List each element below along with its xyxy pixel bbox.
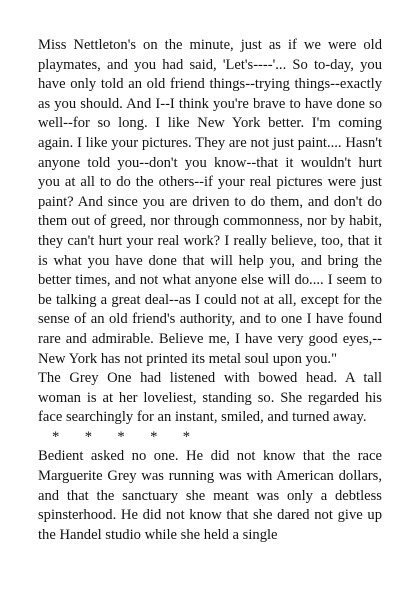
paragraph-bedient: Bedient asked no one. He did not know that the race Marguerite Grey was running was with American dollars, and that the sanctuary she meant was only a debtless spinsterhood. He did not know that she dared not give up the Handel studio while she held a single bbox=[38, 448, 382, 543]
paragraph-letter-end: Miss Nettleton's on the minute, just as if we were old playmates, and you had said, 'Let's----'... So to-day, you have only told an old friend things--trying things--exactly as you should. And I--I think you're brave to have done so well--for so long. I like New York better. I'm coming again. I like your pictures. They are not just paint.... Hasn't anyone told you--don't you know--that it wouldn't hurt you at all to do the others--if your real pictures were just paint? And since you are driven to do them, and don't do them out of greed, nor through commonness, nor by habit, they can't hurt your real work? I really believe, too, that it is what you have done that will help you, and bring the better times, and not what anyone else will do.... I seem to be talking a great deal--as I could not at all, except for the sense of an old friend's authority, and to one I have found rare and admirable. Believe me, I have very good eyes,--New York has not printed its metal soul upon you." bbox=[38, 37, 382, 367]
book-page bbox=[38, 36, 382, 545]
section-break: * * * * * bbox=[52, 428, 191, 445]
paragraph-grey-one: The Grey One had listened with bowed head. A tall woman is at her loveliest, standing so. She regarded his face searchingly for an instant, smiled, and turned away. bbox=[38, 370, 382, 426]
